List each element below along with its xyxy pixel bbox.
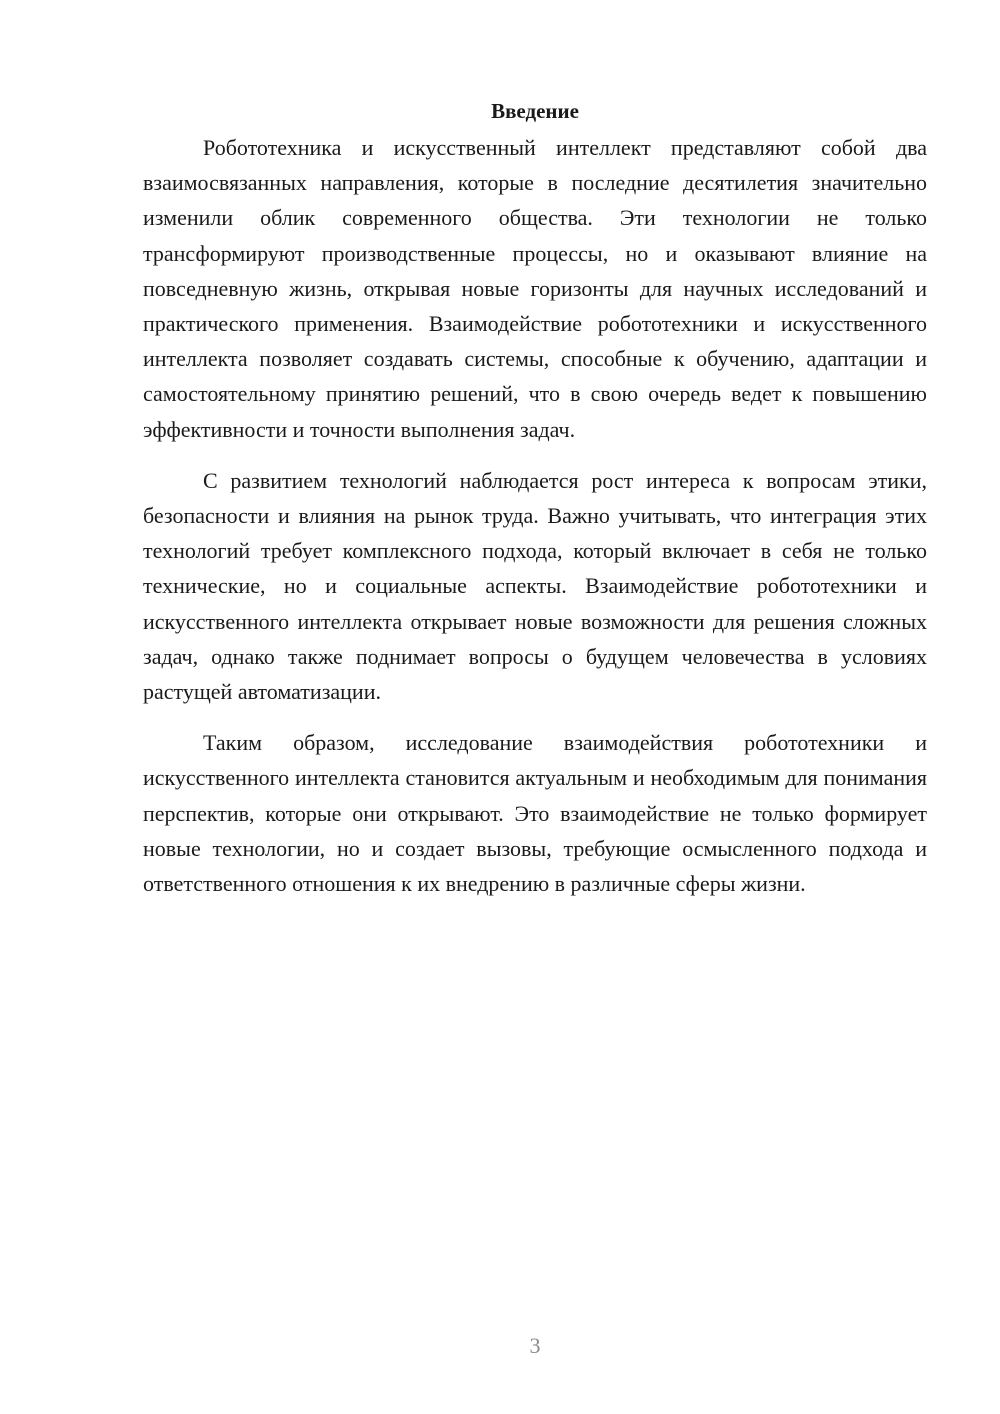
- paragraph-2: С развитием технологий наблюдается рост интереса к вопросам этики, безопасности и влияния на рынок труда. Важно учитывать, что интеграция этих технологий требует комплексного подхода, который включает в себя не только технические, но и социальные аспекты. Взаимодействие робототехники и искусственного интеллекта открывает новые возможности для решения сложных задач, однако также поднимает вопросы о будущем человечества в условиях растущей автоматизации.: [143, 467, 927, 705]
- page-number: 3: [529, 1333, 541, 1358]
- section-heading: Введение: [491, 99, 579, 123]
- paragraph-1: Робототехника и искусственный интеллект представляют собой два взаимосвязанных направления, которые в последние десятилетия значительно изменили облик современного общества. Эти технологии не только трансформируют производственные процессы, но и оказывают влияние на повседневную жизнь, открывая новые горизонты для научных исследований и практического применения. Взаимодействие робототехники и искусственного интеллекта позволяет создавать системы, способные к обучению, адаптации и самостоятельному принятию решений, что в свою очередь ведет к повышению эффективности и точности выполнения задач.: [143, 135, 927, 442]
- page-content: [143, 96, 927, 901]
- paragraph-3: Таким образом, исследование взаимодействия робототехники и искусственного интеллекта становится актуальным и необходимым для понимания перспектив, которые они открывают. Это взаимодействие не только формирует новые технологии, но и создает вызовы, требующие осмысленного подхода и ответственного отношения к их внедрению в различные сферы жизни.: [143, 730, 927, 897]
